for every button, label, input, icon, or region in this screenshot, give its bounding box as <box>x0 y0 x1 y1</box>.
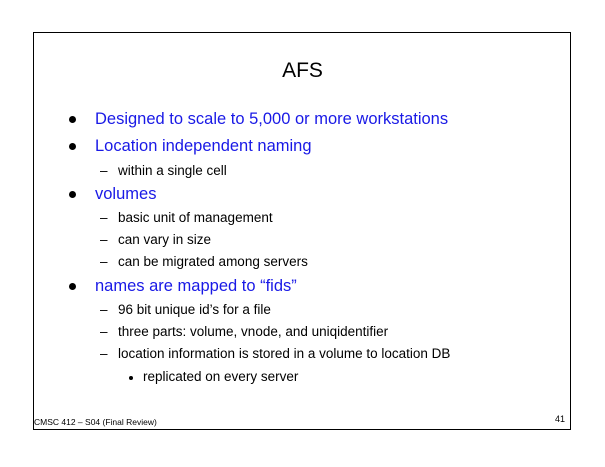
sub-bullet-text: three parts: volume, vnode, and uniqidentifier <box>118 324 389 339</box>
dash-marker: – <box>100 163 108 178</box>
sub-bullet-item <box>100 346 451 361</box>
bullet-item <box>95 277 297 296</box>
sub-bullet-text: location information is stored in a volume to location DB <box>118 346 451 361</box>
bullet-item <box>95 137 312 156</box>
bullet-text: Designed to scale to 5,000 or more workstations <box>95 110 449 128</box>
bullet-text: volumes <box>95 185 157 203</box>
small-bullet-dot <box>129 376 133 380</box>
bullet-item <box>95 110 448 129</box>
sub-sub-bullet-text: replicated on every server <box>143 369 299 384</box>
dash-marker: – <box>100 232 108 247</box>
sub-bullet-text: basic unit of management <box>118 210 273 225</box>
sub-sub-bullet-item <box>143 369 298 384</box>
bullet-dot <box>69 191 76 198</box>
dash-marker: – <box>100 210 108 225</box>
slide-frame <box>33 32 571 430</box>
slide-title: AFS <box>282 59 323 82</box>
sub-bullet-text: within a single cell <box>118 163 227 178</box>
dash-marker: – <box>100 254 108 269</box>
sub-bullet-item <box>100 254 308 269</box>
dash-marker: – <box>100 324 108 339</box>
bullet-item <box>95 185 156 204</box>
footer-course-label: CMSC 412 – S04 (Final Review) <box>34 417 157 427</box>
sub-bullet-text: can be migrated among servers <box>118 254 308 269</box>
bullet-text: Location independent naming <box>95 137 312 155</box>
bullet-dot <box>69 143 76 150</box>
sub-bullet-item <box>100 232 212 247</box>
bullet-dot <box>69 283 76 290</box>
sub-bullet-item <box>100 210 273 225</box>
page-number: 41 <box>554 414 565 424</box>
sub-bullet-item <box>100 302 271 317</box>
bullet-text: names are mapped to “fids” <box>95 277 297 295</box>
sub-bullet-item <box>100 163 227 178</box>
sub-bullet-text: 96 bit unique id’s for a file <box>118 302 271 317</box>
sub-bullet-item <box>100 324 389 339</box>
dash-marker: – <box>100 302 108 317</box>
bullet-dot <box>69 116 76 123</box>
sub-bullet-text: can vary in size <box>118 232 212 247</box>
dash-marker: – <box>100 346 108 361</box>
